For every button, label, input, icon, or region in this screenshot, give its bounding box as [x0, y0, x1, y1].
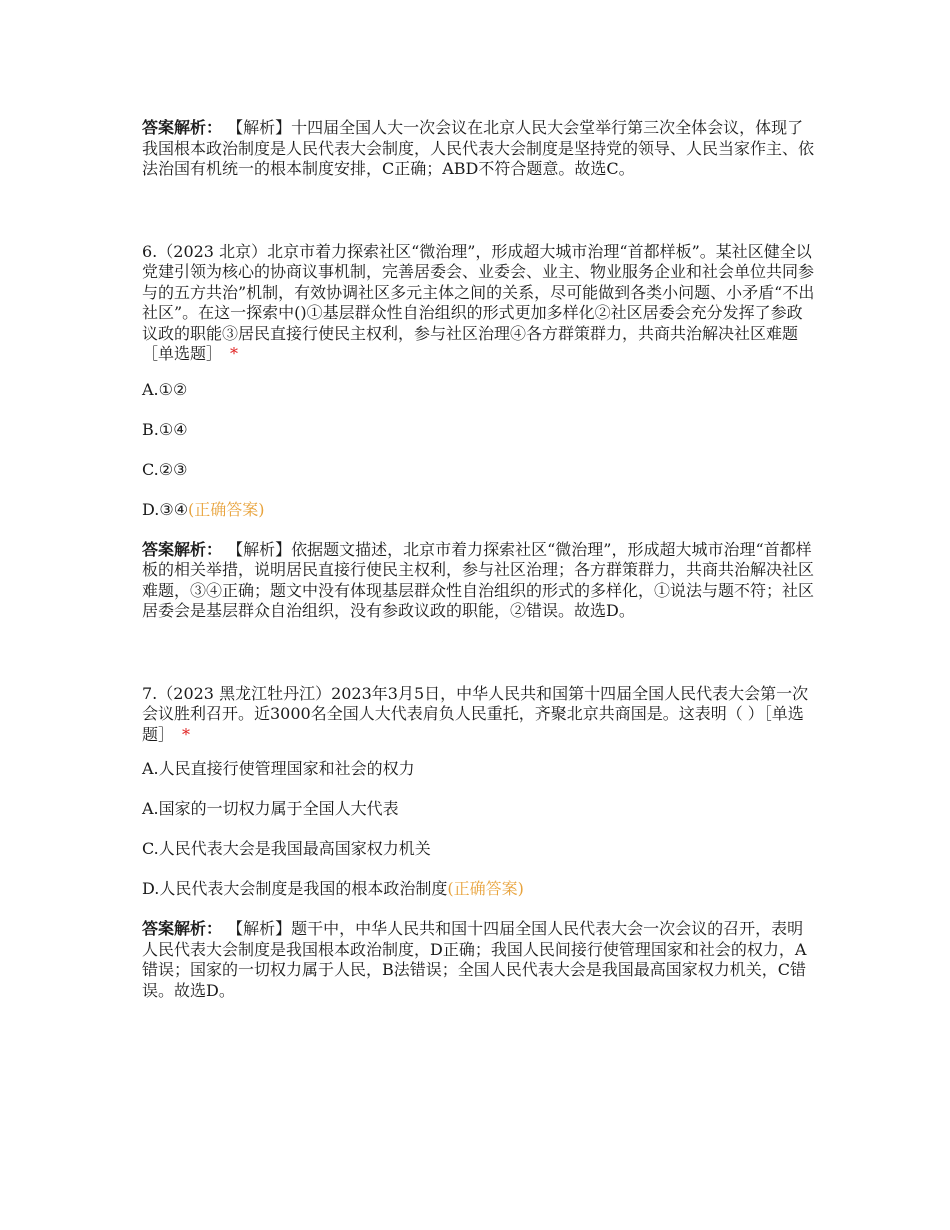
- q7-option-c[interactable]: [142, 839, 818, 859]
- required-mark: *: [182, 724, 191, 744]
- q7-option-d[interactable]: [142, 879, 818, 899]
- option-label: A.①②: [142, 379, 188, 399]
- q6-option-c[interactable]: [142, 460, 818, 480]
- q6-option-b[interactable]: [142, 420, 818, 440]
- analysis-label: 答案解析：: [142, 919, 223, 938]
- option-label: A.国家的一切权力属于全国人大代表: [142, 799, 399, 818]
- analysis-text: 【解析】十四届全国人大一次会议在北京人民大会堂举行第三次全体会议，体现了我国根本政治制度是人民代表大会制度，人民代表大会制度是坚持党的领导、人民当家作主、依法治国有机统一的根本制度安排，C正确；ABD不符合题意。故选C。: [142, 118, 815, 178]
- analysis-block-q7: [142, 919, 818, 1001]
- analysis-label: 答案解析：: [142, 539, 223, 559]
- analysis-label: 答案解析：: [142, 118, 223, 137]
- document-page: [142, 118, 818, 1001]
- option-label: A.人民直接行使管理国家和社会的权力: [142, 759, 415, 778]
- analysis-block-q5: [142, 118, 818, 180]
- option-label: C.人民代表大会是我国最高国家权力机关: [142, 839, 431, 858]
- correct-answer-tag: (正确答案): [188, 499, 265, 519]
- question-6-stem: [142, 242, 818, 365]
- analysis-text: 【解析】依据题文描述，北京市着力探索社区“微治理”，形成超大城市治理“首都样板的相关举措，说明居民直接行使民主权利，参与社区治理；各方群策群力，共商共治解决社区难题，③④正确；题文中没有体现基层群众性自治组织的形式的多样化，①说法与题不符；社区居委会是基层群众自治组织，没有参政议政的职能，②错误。故选D。: [142, 539, 815, 620]
- analysis-text: 【解析】题干中，中华人民共和国十四届全国人民代表大会一次会议的召开，表明人民代表大会制度是我国根本政治制度，D正确；我国人民间接行使管理国家和社会的权力，A错误；国家的一切权力属于人民，B法错误；全国人民代表大会是我国最高国家权力机关，C错误。故选D。: [142, 919, 807, 1000]
- q7-option-b[interactable]: [142, 799, 818, 819]
- analysis-block-q6: [142, 540, 818, 622]
- option-label: B.①④: [142, 419, 188, 439]
- q6-option-a[interactable]: [142, 380, 818, 400]
- q7-option-a[interactable]: [142, 759, 818, 779]
- q6-option-d[interactable]: [142, 500, 818, 520]
- option-label: D.人民代表大会制度是我国的根本政治制度: [142, 879, 448, 898]
- option-label: D.③④: [142, 499, 189, 519]
- correct-answer-tag: (正确答案): [447, 879, 524, 898]
- option-label: C.②③: [142, 459, 188, 479]
- question-text: 7.（2023 黑龙江牡丹江）2023年3月5日，中华人民共和国第十四届全国人民代表大会第一次会议胜利召开。近3000名全国人大代表肩负人民重托，齐聚北京共商国是。这表明（ ）［单选题］: [142, 683, 809, 744]
- question-text: 6.（2023 北京）北京市着力探索社区“微治理”，形成超大城市治理“首都样板”。某社区健全以党建引领为核心的协商议事机制，完善居委会、业委会、业主、物业服务企业和社会单位共同参与的五方共治”机制，有效协调社区多元主体之间的关系，尽可能做到各类小问题、小矛盾“不出社区”。在这一探索中()①基层群众性自治组织的形式更加多样化②社区居委会充分发挥了参政议政的职能③居民直接行使民主权利，参与社区治理④各方群策群力，共商共治解决社区难题［单选题］: [142, 241, 815, 363]
- question-7-stem: [142, 684, 818, 746]
- required-mark: *: [230, 344, 239, 363]
